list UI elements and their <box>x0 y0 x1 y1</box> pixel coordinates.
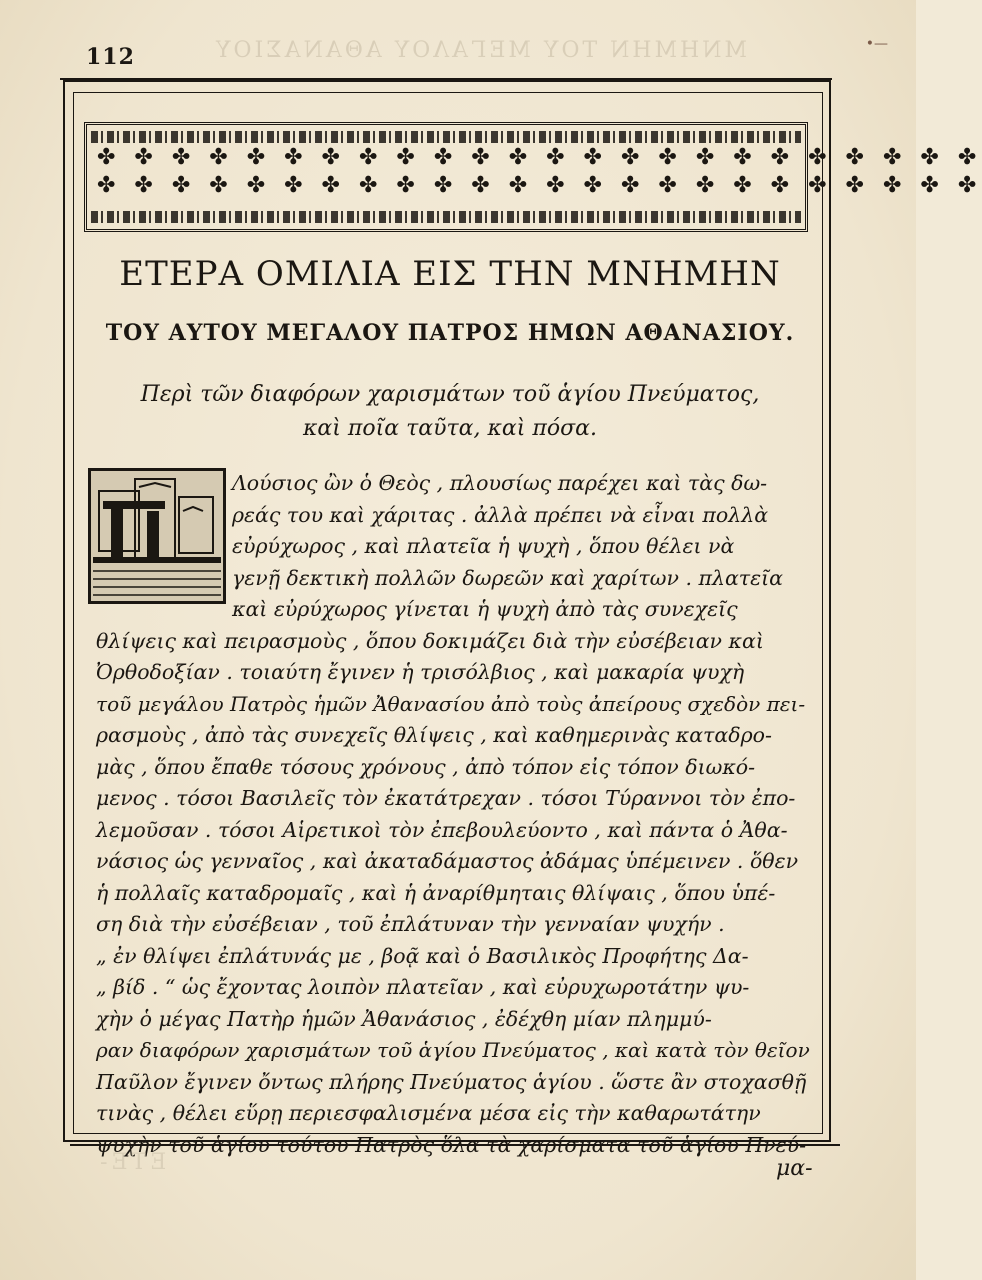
text-line: Ὀρθοδοξίαν . τοιαύτη ἔγινεν ἡ τρισόλβιος , καὶ μακαρία ψυχὴ <box>96 660 745 684</box>
text-line: γενῇ δεκτικὴ πολλῶν δωρεῶν καὶ χαρίτων . πλατεῖα <box>232 565 784 590</box>
text-line: ση διὰ τὴν εὐσέβειαν , τοῦ ἐπλάτυναν τὴν γενναίαν ψυχήν . <box>96 912 725 936</box>
text-line: Παῦλον ἔγινεν ὄντως πλήρης Πνεύματος ἁγίου . ὥστε ἂν στοχασθῇ <box>96 1069 807 1094</box>
body-text <box>96 468 818 1161</box>
ornament-band-bottom <box>91 211 801 223</box>
text-line: καὶ εὐρύχωρος γίνεται ἡ ψυχὴ ἀπὸ τὰς συνεχεῖς <box>232 597 738 621</box>
ornament-band-top <box>91 131 801 143</box>
text-line: μενος . τόσοι Βασιλεῖς τὸν ἐκατάτρεχαν . τόσοι Τύραννοι τὸν ἐπο- <box>96 786 796 810</box>
text-line: θλίψεις καὶ πειρασμοὺς , ὅπου δοκιμάζει διὰ τὴν εὐσέβειαν καὶ <box>96 628 764 653</box>
text-line: χὴν ὁ μέγας Πατὴρ ἡμῶν Ἀθανάσιος , ἐδέχθη μίαν πλημμύ- <box>96 1006 712 1031</box>
show-through-catchword: ΕΤΕ- <box>96 1150 167 1175</box>
subtitle-line-2: καὶ ποῖα ταῦτα, καὶ πόσα. <box>303 416 597 441</box>
catchword: μα- <box>776 1156 813 1181</box>
text-line: ψυχὴν τοῦ ἁγίου τούτου Πατρὸς ὅλα τὰ χαρίσματα τοῦ ἁγίου Πνεύ- <box>96 1132 807 1157</box>
subtitle-line-1: Περὶ τῶν διαφόρων χαρισμάτων τοῦ ἁγίου Πνεύματος, <box>140 382 760 407</box>
text-line: εὐρύχωρος , καὶ πλατεῖα ἡ ψυχὴ , ὅπου θέλει νὰ <box>232 534 735 558</box>
text-line: ἡ πολλαῖς καταδρομαῖς , καὶ ἡ ἀναρίθμηταις θλίψαις , ὅπου ὑπέ- <box>96 880 776 905</box>
title-line-1: ΕΤΕΡΑ ΟΜΙΛΙΑ ΕΙΣ ΤΗΝ ΜΝΗΜΗΝ <box>119 254 781 294</box>
bottom-rule <box>70 1144 840 1146</box>
text-line: „ ἐν θλίψει ἐπλάτυνάς με , βοᾷ καὶ ὁ Βασιλικὸς Προφήτης Δα- <box>96 943 749 968</box>
ornament-row: ✤ ✤ ✤ ✤ ✤ ✤ ✤ ✤ ✤ ✤ ✤ ✤ ✤ ✤ ✤ ✤ ✤ ✤ ✤ ✤ ✤ ✤ ✤ ✤ <box>97 173 982 198</box>
text-line: μὰς , ὅπου ἔπαθε τόσους χρόνους , ἀπὸ τόπον εἰς τόπον διωκό- <box>96 754 756 779</box>
ornament-row: ✤ ✤ ✤ ✤ ✤ ✤ ✤ ✤ ✤ ✤ ✤ ✤ ✤ ✤ ✤ ✤ ✤ ✤ ✤ ✤ ✤ ✤ ✤ ✤ <box>97 145 982 170</box>
text-line: νάσιος ὡς γενναῖος , καὶ ἀκαταδάμαστος ἀδάμας ὑπέμεινεν . ὅθεν <box>96 849 799 873</box>
corner-mark: •— <box>865 36 888 52</box>
show-through-header: ΜΝΗΜΗΝ ΤΟΥ ΜΕΓΑΛΟΥ ΑΘΑΝΑΣΙΟΥ <box>212 38 748 63</box>
text-line: τοῦ μεγάλου Πατρὸς ἡμῶν Ἀθανασίου ἀπὸ τοὺς ἀπείρους σχεδὸν πει- <box>96 691 806 716</box>
text-line: λεμοῦσαν . τόσοι Αἱρετικοὶ τὸν ἐπεβουλεύοντο , καὶ πάντα ὁ Ἀθα- <box>96 817 788 842</box>
text-line: ρασμοὺς , ἀπὸ τὰς συνεχεῖς θλίψεις , καὶ καθημερινὰς καταδρο- <box>96 723 772 747</box>
subtitle <box>110 378 790 446</box>
text-line: „ βίδ . “ ὡς ἔχοντας λοιπὸν πλατεῖαν , καὶ εὐρυχωροτάτην ψυ- <box>96 975 750 999</box>
text-line: ραν διαφόρων χαρισμάτων τοῦ ἁγίου Πνεύματος , καὶ κατὰ τὸν θεῖον <box>96 1038 810 1062</box>
text-line: Λούσιος ὢν ὁ Θεὸς , πλουσίως παρέχει καὶ τὰς δω- <box>232 471 768 495</box>
page-number: 112 <box>86 44 135 70</box>
text-line: τινὰς , θέλει εὕρῃ περιεσφαλισμένα μέσα εἰς τὴν καθαρωτάτην <box>96 1101 761 1125</box>
title-line-2: ΤΟΥ ΑΥΤΟΥ ΜΕΓΑΛΟΥ ΠΑΤΡΟΣ ΗΜΩΝ ΑΘΑΝΑΣΙΟΥ. <box>105 320 795 346</box>
headpiece-ornament <box>84 122 982 232</box>
text-line: ρεάς του καὶ χάριτας . ἀλλὰ πρέπει νὰ εἶναι πολλὰ <box>232 502 769 527</box>
